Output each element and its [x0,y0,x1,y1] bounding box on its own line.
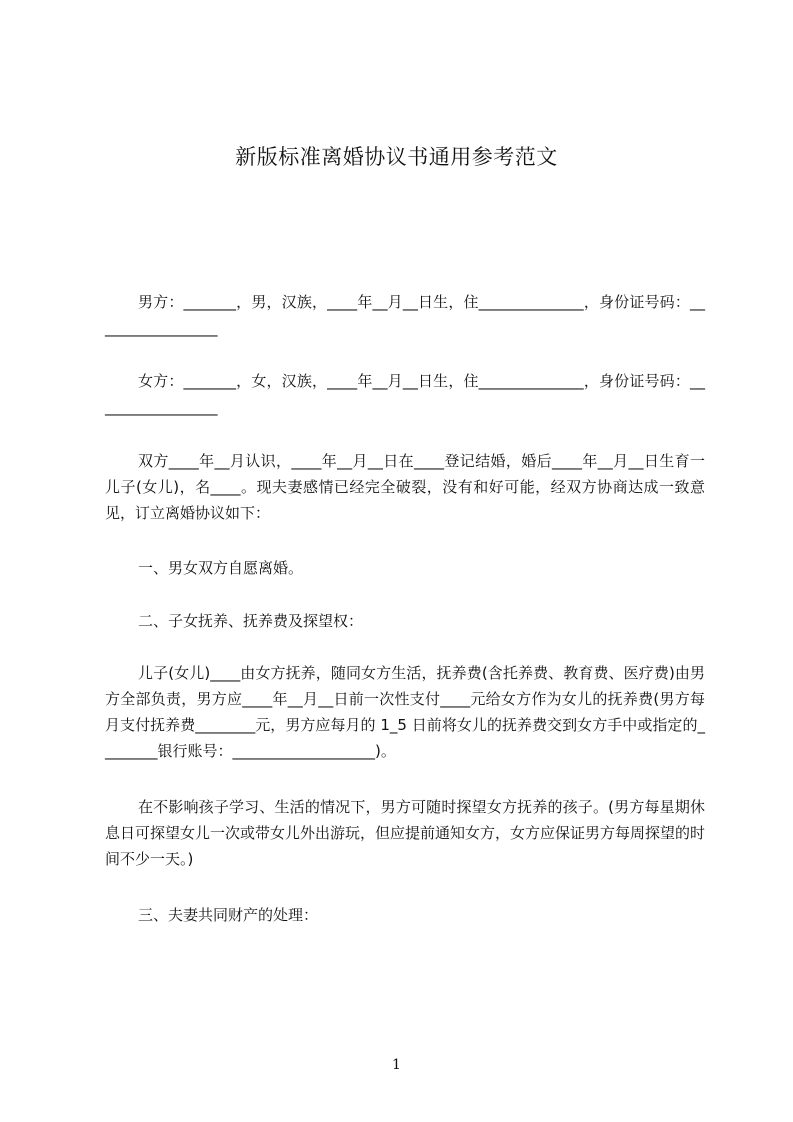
intro-paragraph: 双方____年__月认识，____年__月__日在____登记结婚，婚后____年__月__日生育一儿子(女儿)，名____。现夫妻感情已经完全破裂，没有和好可能，经双方协商达成一致意见，订立离婚协议如下： [105,452,705,522]
document-title: 新版标准离婚协议书通用参考范文 [235,145,558,169]
male-party-paragraph: 男方：_______，男，汉族，____年__月__日生，住______________，身份证号码：_________________ [105,293,705,337]
visitation-paragraph: 在不影响孩子学习、生活的情况下，男方可随时探望女方抚养的孩子。(男方每星期休息日可探望女儿一次或带女儿外出游玩，但应提前通知女方，女方应保证男方每周探望的时间不少一天。) [105,798,706,868]
section-2-heading: 二、子女抚养、抚养费及探望权： [138,612,364,630]
custody-paragraph: 儿子(女儿)____由女方抚养，随同女方生活，抚养费(含托养费、教育费、医疗费)由男方全部负责，男方应____年__月__日前一次性支付____元给女方作为女儿的抚养费(男方每月支付抚养费________元，男方应每月的 1_5 日前将女儿的抚养费交到女方手中或指定的________银行账号：___________________)。 [105,664,705,760]
female-party-paragraph: 女方：_______，女，汉族，____年__月__日生，住______________，身份证号码：_________________ [105,372,705,416]
section-1-heading: 一、男女双方自愿离婚。 [138,559,304,577]
section-3-heading: 三、夫妻共同财产的处理： [138,906,319,924]
page-number: 1 [392,1057,401,1073]
